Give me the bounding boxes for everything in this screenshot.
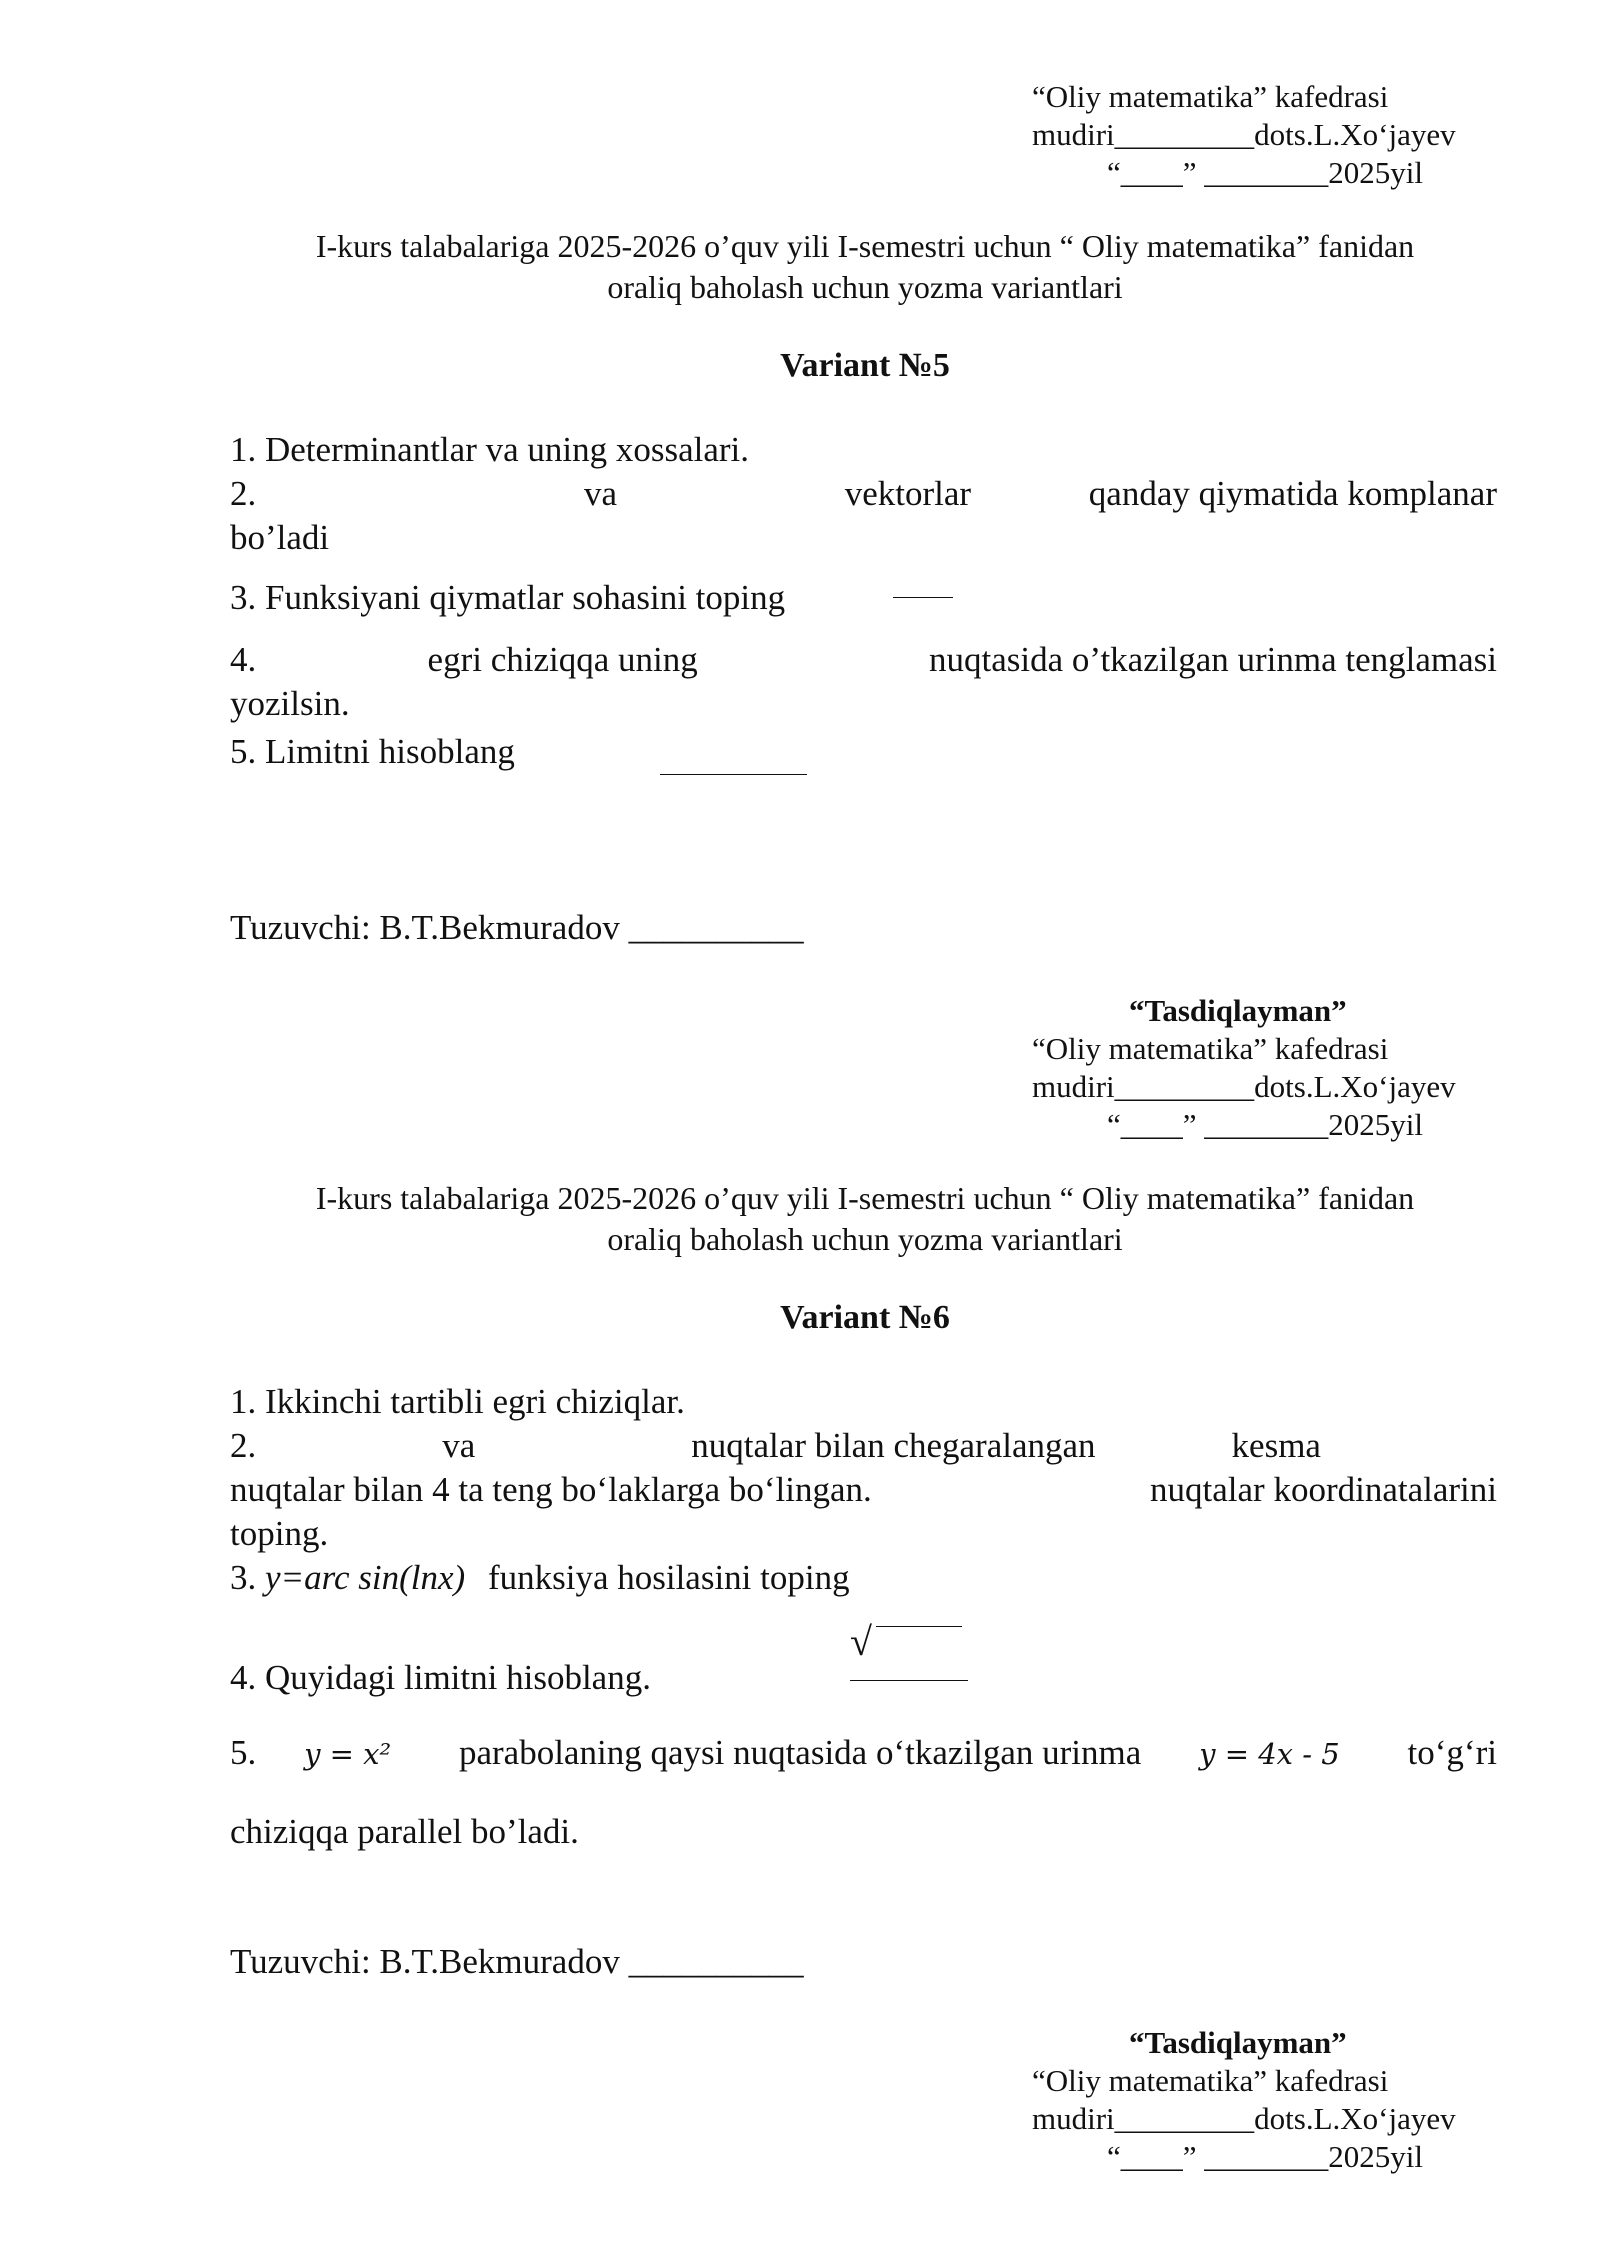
variant5-task3: 3. Funksiyani qiymatlar sohasini toping (230, 578, 786, 617)
variant6-task5 (230, 1728, 1497, 1779)
approval-head-signature: mudiri_________dots.L.Xo‘jayev (1032, 1069, 1456, 1104)
task-continuation: bo’ladi (230, 518, 330, 557)
task-text: nuqtalar bilan 4 ta teng bo‘laklarga bo‘lingan. (230, 1470, 872, 1509)
task-number: 4. (230, 640, 257, 679)
variant6-heading-line1: I-kurs talabalariga 2025-2026 o’quv yili I-semestri uchun “ Oliy matematika” fanidan (315, 1180, 1415, 1216)
variant5-title: Variant №5 (780, 347, 950, 384)
fraction-bar (850, 1680, 968, 1681)
variant5-task4 (230, 638, 1497, 726)
approval-title: “Tasdiqlayman” (1129, 2025, 1347, 2060)
variant5-heading-line1: I-kurs talabalariga 2025-2026 o’quv yili I-semestri uchun “ Oliy matematika” fanidan (315, 228, 1415, 264)
variant6-heading-line2: oraliq baholash uchun yozma variantlari (607, 1221, 1123, 1257)
variant6-task4: 4. Quyidagi limitni hisoblang. (230, 1658, 651, 1697)
task-text: nuqtalar bilan chegaralangan (691, 1426, 1096, 1465)
variant5-task5: 5. Limitni hisoblang (230, 732, 515, 771)
approval-head-signature: mudiri_________dots.L.Xo‘jayev (1032, 117, 1456, 152)
variant6-task1: 1. Ikkinchi tartibli egri chiziqlar. (230, 1382, 685, 1421)
approval-title: “Tasdiqlayman” (1129, 993, 1347, 1028)
task-continuation: yozilsin. (230, 684, 350, 723)
approval-block-2 (1032, 992, 1456, 1144)
variant6-task3 (230, 1556, 850, 1600)
approval-date: “____” ________2025yil (1107, 155, 1423, 190)
vectors-text: vektorlar (844, 474, 972, 513)
fraction-bar (893, 597, 953, 598)
task-text: nuqtasida o’tkazilgan urinma tenglamasi (929, 640, 1497, 679)
approval-department: “Oliy matematika” kafedrasi (1032, 79, 1389, 114)
conjunction-text: va (583, 474, 618, 513)
task-text: egri chiziqqa uning (427, 640, 698, 679)
approval-department: “Oliy matematika” kafedrasi (1032, 2063, 1389, 2098)
variant6-task2 (230, 1424, 1497, 1556)
conjunction-text: va (442, 1426, 476, 1465)
derivative-formula: y=arc sin(lnx) (265, 1558, 466, 1597)
variant5-author: Tuzuvchi: B.T.Bekmuradov __________ (230, 908, 804, 947)
task-text: to‘g‘ri (1407, 1733, 1497, 1772)
approval-date: “____” ________2025yil (1107, 2139, 1423, 2174)
approval-block-3 (1032, 2024, 1456, 2176)
approval-date: “____” ________2025yil (1107, 1107, 1423, 1142)
task-number: 5. (230, 1733, 257, 1772)
variant5-task1: 1. Determinantlar va uning xossalari. (230, 430, 750, 469)
task-text: funksiya hosilasini toping (487, 1558, 850, 1597)
variant5-heading-line2: oraliq baholash uchun yozma variantlari (607, 269, 1123, 305)
approval-head-signature: mudiri_________dots.L.Xo‘jayev (1032, 2101, 1456, 2136)
variant6-author: Tuzuvchi: B.T.Bekmuradov __________ (230, 1942, 804, 1981)
task-number: 2. (230, 1426, 257, 1465)
line-formula: y = 4x - 5 (1199, 1737, 1340, 1771)
approval-block-1 (1032, 78, 1456, 192)
task-text: parabolaning qaysi nuqtasida o‘tkazilgan urinma (458, 1733, 1142, 1772)
sqrt-bar (876, 1626, 962, 1627)
task-text: nuqtalar koordinatalarini (1150, 1470, 1497, 1509)
variant6-title: Variant №6 (780, 1299, 950, 1336)
variant5-task2 (230, 472, 1497, 560)
task-number: 3. (230, 1558, 257, 1597)
variant6-task5-continuation: chiziqqa parallel bo’ladi. (230, 1812, 579, 1851)
approval-department: “Oliy matematika” kafedrasi (1032, 1031, 1389, 1066)
segment-text: kesma (1231, 1426, 1321, 1465)
task-number: 2. (230, 474, 257, 513)
parabola-formula: y = x² (304, 1737, 392, 1771)
task-text: qanday qiymatida komplanar (1088, 474, 1497, 513)
sqrt-icon: √ (850, 1619, 872, 1664)
fraction-bar (660, 774, 807, 775)
task-continuation: toping. (230, 1514, 329, 1553)
